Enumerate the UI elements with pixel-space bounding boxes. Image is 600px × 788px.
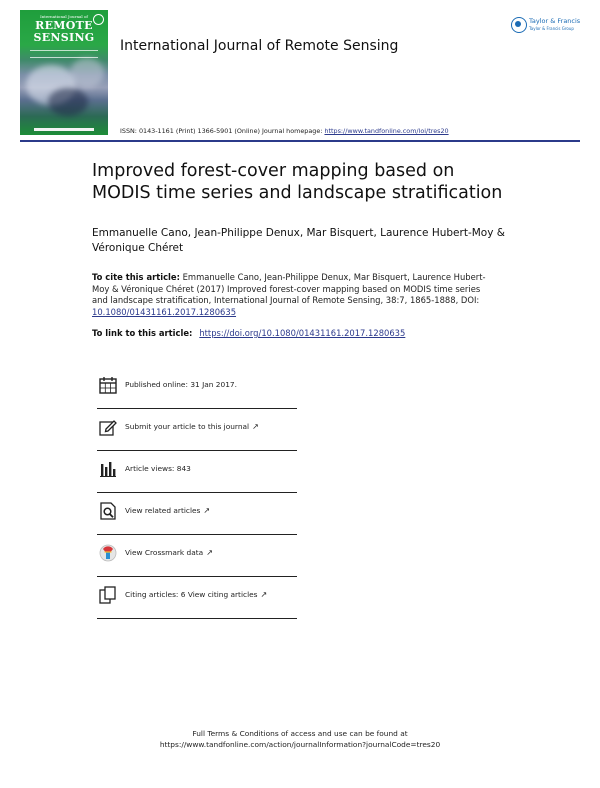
journal-cover-image (20, 10, 108, 135)
calendar-icon (99, 376, 117, 394)
related-articles-link[interactable]: View related articles ↗ (125, 506, 211, 515)
cover-band (34, 128, 94, 131)
article-views: Article views: 843 (125, 464, 191, 473)
info-row-crossmark[interactable] (97, 535, 297, 577)
external-link-icon: ↗ (252, 422, 259, 431)
doi-link[interactable]: 10.1080/01431161.2017.1280635 (92, 306, 237, 317)
citation-block (92, 272, 492, 318)
citation-text: Emmanuelle Cano, Jean-Philippe Denux, Mar Bisquert, Laurence Hubert-Moy & Véronique Chéret (2017) Improved forest-cover mapping based on MODIS time series and landscape stratification, International Journal of Remote Sensing, 38:7, 1865-1888, DOI: (92, 272, 486, 305)
submit-article-link[interactable]: Submit your article to this journal ↗ (125, 422, 259, 431)
publisher-name: Taylor & Francis (529, 17, 581, 25)
article-url-link[interactable]: https://doi.org/10.1080/01431161.2017.1280635 (199, 328, 406, 338)
journal-homepage-link[interactable]: https://www.tandfonline.com/loi/tres20 (324, 127, 449, 135)
crossmark-icon (99, 544, 117, 562)
citation-label: To cite this article: (92, 272, 180, 282)
published-date: Published online: 31 Jan 2017. (125, 380, 237, 389)
external-link-icon: ↗ (206, 548, 213, 557)
publisher-logo-icon (511, 17, 527, 33)
publisher-logo (511, 14, 586, 36)
info-row-related[interactable] (97, 493, 297, 535)
header-divider (20, 140, 580, 142)
link-label: To link to this article: (92, 328, 196, 338)
crossmark-link[interactable]: View Crossmark data ↗ (125, 548, 213, 557)
link-to-article (92, 328, 405, 338)
edit-icon (99, 418, 117, 436)
info-row-views (97, 451, 297, 493)
copy-icon (99, 586, 117, 604)
info-row-citing[interactable] (97, 577, 297, 619)
article-info-list (97, 367, 297, 619)
external-link-icon: ↗ (260, 590, 268, 599)
citing-articles-link[interactable]: Citing articles: 6 View citing articles ↗ (125, 590, 268, 599)
info-row-submit[interactable] (97, 409, 297, 451)
related-search-icon (99, 502, 117, 520)
cover-publisher-icon (93, 14, 104, 25)
bar-chart-icon (99, 460, 117, 478)
article-authors: Emmanuelle Cano, Jean-Philippe Denux, Mar Bisquert, Laurence Hubert-Moy & Véronique Chéret (92, 227, 505, 254)
footer-terms-text: Full Terms & Conditions of access and use can be found at (192, 729, 408, 738)
info-row-published (97, 367, 297, 409)
footer-terms-link[interactable]: https://www.tandfonline.com/action/journalInformation?journalCode=tres20 (159, 740, 441, 749)
footer (0, 728, 600, 750)
journal-title: International Journal of Remote Sensing (120, 38, 399, 54)
publisher-group: Taylor & Francis Group (529, 26, 574, 31)
cover-journal-name: International Journal of REMOTE SENSING (33, 14, 95, 44)
external-link-icon: ↗ (203, 506, 211, 515)
issn-text: ISSN: 0143-1161 (Print) 1366-5901 (Online) Journal homepage: (120, 127, 325, 135)
article-title: Improved forest-cover mapping based on MODIS time series and landscape stratification (92, 161, 503, 203)
issn-line (120, 127, 449, 135)
